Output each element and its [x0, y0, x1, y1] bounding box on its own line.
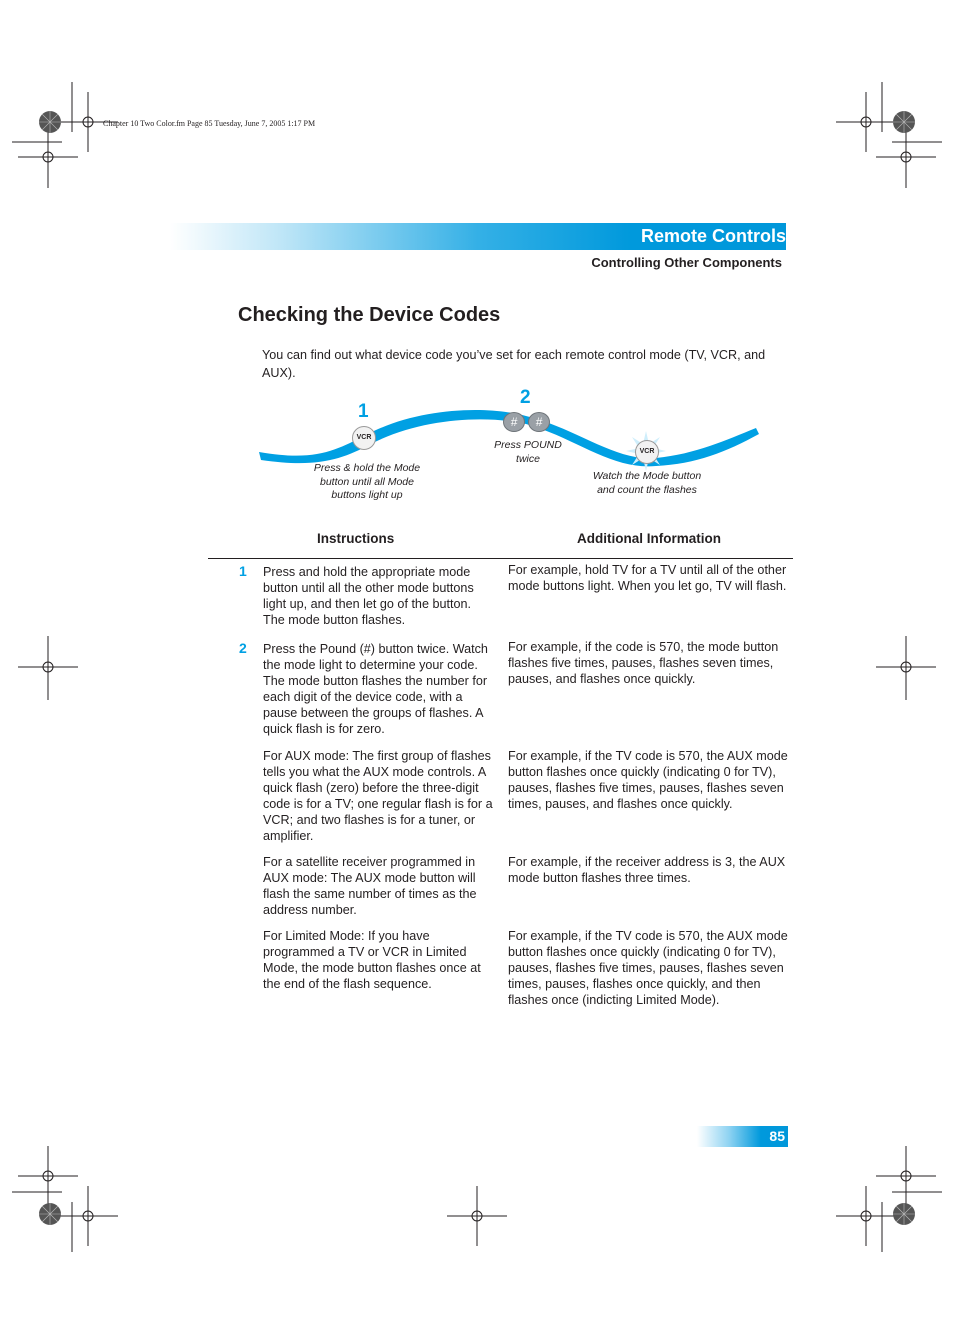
table-row-info: For example, if the TV code is 570, the AUX mode button flashes once quickly (indicating 0 for TV), pauses, flashes five times, pauses, flashes seven times, pauses, and flashes once quickly.: [508, 749, 788, 811]
table-row-instruction: For AUX mode: The first group of flashes tells you what the AUX mode controls. A quick flash (zero) before the three-digit code is for a TV; one regular flash is for a VCR; and two flashes is for a tuner, or amplifier.: [263, 749, 493, 843]
vcr-mode-button-flashing: [635, 440, 659, 464]
table-row-instruction: For Limited Mode: If you have programmed a TV or VCR in Limited Mode, the mode button flashes once at the end of the flash sequence.: [263, 929, 481, 991]
table-row-info: For example, if the receiver address is 3, the AUX mode button flashes three times.: [508, 855, 786, 885]
column-header-additional-info: Additional Information: [577, 531, 721, 546]
intro-paragraph: You can find out what device code you’ve set for each remote control mode (TV, VCR, and AUX).: [262, 348, 766, 380]
table-row-info: For example, if the code is 570, the mode button flashes five times, pauses, flashes seven times, pauses, and flashes once quickly.: [508, 640, 779, 686]
frame-file-note: Chapter 10 Two Color.fm Page 85 Tuesday, June 7, 2005 1:17 PM: [103, 119, 316, 128]
column-header-instructions: Instructions: [317, 531, 395, 546]
table-row-info: For example, hold TV for a TV until all of the other mode buttons light. When you let go, TV will flash.: [508, 563, 787, 593]
table-row-step-number: 1: [239, 563, 247, 579]
vcr-label-2: VCR: [639, 448, 655, 455]
subsection-title: Controlling Other Components: [591, 255, 782, 270]
step-2-number: 2: [520, 387, 531, 408]
pound-button-2: [528, 412, 550, 432]
page-title: Checking the Device Codes: [238, 304, 501, 326]
vcr-mode-button-1: [352, 426, 376, 450]
pound-label-1: #: [510, 415, 518, 429]
table-header-rule: [208, 558, 793, 559]
table-row-instruction: For a satellite receiver programmed in AUX mode: The AUX mode button will flash the same number of times as the address number.: [263, 855, 477, 917]
caption-step-2: Press POUND twice: [494, 439, 562, 465]
device-code-diagram: [256, 387, 766, 510]
table-row-instruction: Press and hold the appropriate mode button until all the other mode buttons light up, and then let go of the button. The mode button flashes.: [263, 565, 474, 627]
pound-label-2: #: [535, 415, 543, 429]
vcr-label-1: VCR: [356, 434, 372, 441]
caption-step-3: Watch the Mode button and count the flashes: [592, 470, 702, 496]
table-row-step-number: 2: [239, 640, 247, 656]
table-row-instruction: Press the Pound (#) button twice. Watch the mode light to determine your code. The mode button flashes the number for each digit of the device code, with a pause between the groups of flashes. A quick flash is for zero.: [263, 642, 488, 736]
pound-button-1: [503, 412, 525, 432]
section-title: Remote Controls: [640, 226, 786, 246]
step-1-number: 1: [358, 401, 369, 422]
table-row-info: For example, if the TV code is 570, the AUX mode button flashes once quickly (indicating 0 for TV), pauses, flashes five times, pauses, flashes seven times, pauses, flashes once quickly, and then flashes once (indicting Limited Mode).: [508, 929, 788, 1007]
page-number: 85: [769, 1128, 785, 1144]
caption-step-1: Press & hold the Mode button until all Mode buttons light up: [313, 462, 421, 501]
